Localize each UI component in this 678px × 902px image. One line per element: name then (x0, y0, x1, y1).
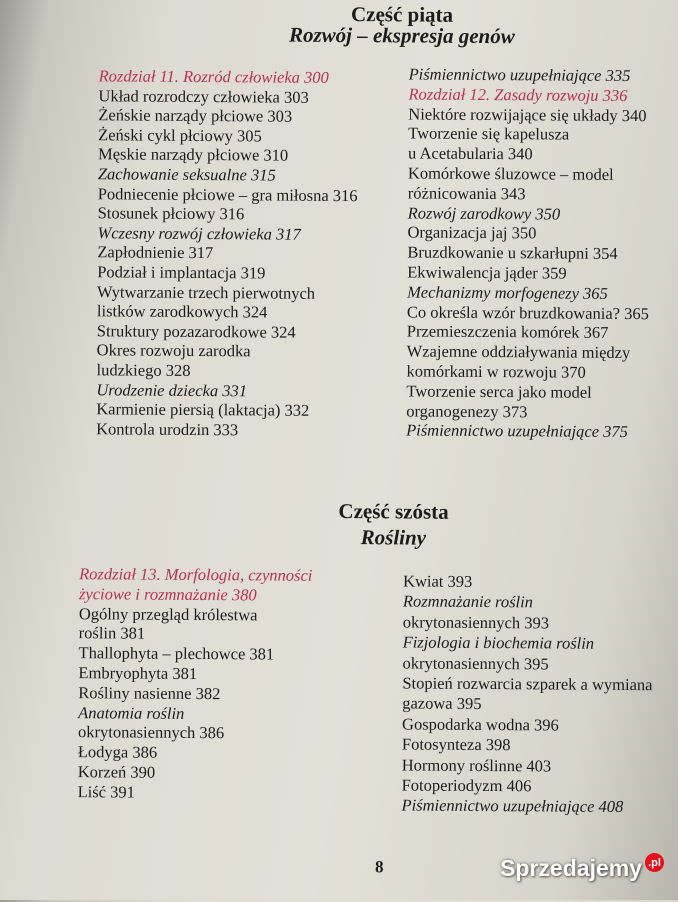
toc-entry: Niektóre rozwijające się układy 340 (408, 104, 647, 125)
toc-entry: Embryophyta 381 (78, 663, 198, 683)
toc-entry: Rozmnażanie roślin (402, 591, 534, 612)
toc-entry: Co określa wzór bruzdkowania? 365 (406, 302, 649, 323)
toc-entry: życiowe i rozmnażanie 380 (78, 583, 257, 605)
toc-entry: Piśmiennictwo uzupełniające 408 (401, 795, 624, 817)
toc-entry: Mechanizmy morfogenezy 365 (407, 282, 608, 303)
toc-entry: Podział i implantacja 319 (97, 262, 266, 283)
watermark-logo (500, 855, 664, 882)
part6-left-column (78, 564, 313, 803)
toc-entry: Thallophyta – plechowce 381 (78, 643, 275, 664)
toc-entry: roślin 381 (78, 623, 146, 644)
toc-entry: ludzkiego 328 (96, 360, 191, 380)
toc-entry: Tworzenie się kapelusza (408, 123, 570, 144)
part6-right-column (401, 571, 653, 818)
part6-title: Rośliny (360, 525, 427, 550)
toc-entry: Fizjologia i biochemia roślin (402, 632, 595, 654)
toc-entry: Kwiat 393 (403, 571, 473, 591)
toc-entry: Korzeń 390 (77, 762, 156, 782)
toc-entry: Zapłodnienie 317 (97, 242, 214, 263)
toc-entry: Układ rozrodczy człowieka 303 (98, 85, 309, 107)
toc-entry: okrytonasiennych 386 (77, 722, 225, 743)
toc-entry: listków zarodkowych 324 (96, 301, 268, 322)
toc-entry: Stopień rozwarcia szparek a wymiana (402, 673, 653, 695)
toc-entry: Gospodarka wodna 396 (402, 714, 559, 735)
part5-label: Część piąta (350, 2, 454, 27)
part5-left-column (96, 66, 358, 440)
toc-entry: Liść 391 (77, 781, 135, 802)
toc-entry: u Acetabularia 340 (408, 143, 533, 164)
part5-title: Rozwój – ekspresja genów (288, 22, 515, 49)
toc-entry: Rozdział 11. Rozród człowieka 300 (98, 66, 329, 87)
toc-entry: Stosunek płciowy 316 (97, 203, 245, 224)
page-number: 8 (375, 857, 384, 877)
toc-entry: Żeński cykl płciowy 305 (98, 125, 262, 146)
part5-right-column (406, 64, 651, 442)
toc-entry: Fotosynteza 398 (401, 734, 511, 755)
toc-entry: Męskie narządy płciowe 310 (97, 144, 289, 166)
watermark-tld: .pl (645, 853, 664, 872)
toc-entry: Rośliny nasienne 382 (78, 682, 221, 703)
toc-entry: Rozdział 13. Morfologia, czynności (79, 564, 313, 585)
part6-label: Część szósta (338, 498, 449, 524)
toc-entry: Piśmiennictwo uzupełniające 375 (406, 420, 629, 442)
toc-entry: Piśmiennictwo uzupełniające 335 (408, 64, 631, 86)
toc-entry: Karmienie piersią (laktacja) 332 (96, 399, 310, 420)
toc-entry: Fotoperiodyzm 406 (401, 775, 532, 796)
toc-entry: Ekwiwalencja jąder 359 (407, 262, 567, 283)
toc-entry: różnicowania 343 (407, 183, 526, 204)
toc-entry: Łodyga 386 (77, 742, 158, 762)
toc-entry: Bruzdkowanie u szkarłupni 354 (407, 242, 618, 264)
toc-entry: Kontrola urodzin 333 (96, 418, 239, 439)
toc-entry: Okres rozwoju zarodka (96, 340, 251, 361)
toc-entry: Wczesny rozwój człowieka 317 (97, 223, 301, 244)
toc-entry: Wytwarzanie trzech pierwotnych (97, 281, 316, 303)
toc-entry: Ogólny przegląd królestwa (78, 603, 258, 625)
toc-entry: Struktury pozazarodkowe 324 (96, 321, 296, 342)
toc-entry: Tworzenie serca jako model (406, 381, 592, 402)
toc-entry: organogenezy 373 (406, 401, 528, 421)
toc-entry: Wzajemne oddziaływania między (406, 341, 631, 363)
toc-entry: Przemieszczenia komórek 367 (406, 321, 609, 343)
toc-entry: Żeńskie narządy płciowe 303 (98, 105, 293, 126)
watermark-brand: Sprzedajemy (500, 855, 642, 881)
toc-entry: Organizacja jaj 350 (407, 222, 537, 243)
toc-entry: Urodzenie dziecka 331 (96, 379, 248, 400)
toc-entry: gazowa 395 (402, 693, 482, 714)
toc-entry: Podniecenie płciowe – gra miłosna 316 (97, 183, 358, 205)
toc-entry: Rozdział 12. Zasady rozwoju 336 (408, 84, 628, 105)
toc-entry: okrytonasiennych 393 (402, 612, 550, 633)
toc-entry: Hormony roślinne 403 (401, 755, 552, 776)
toc-entry: Rozwój zarodkowy 350 (407, 203, 561, 224)
toc-entry: Komórkowe śluzowce – model (407, 163, 614, 184)
toc-entry: Zachowanie seksualne 315 (97, 164, 276, 185)
toc-entry: Anatomia roślin (78, 702, 185, 723)
toc-entry: okrytonasiennych 395 (402, 653, 549, 674)
toc-entry: komórkami w rozwoju 370 (406, 361, 586, 382)
